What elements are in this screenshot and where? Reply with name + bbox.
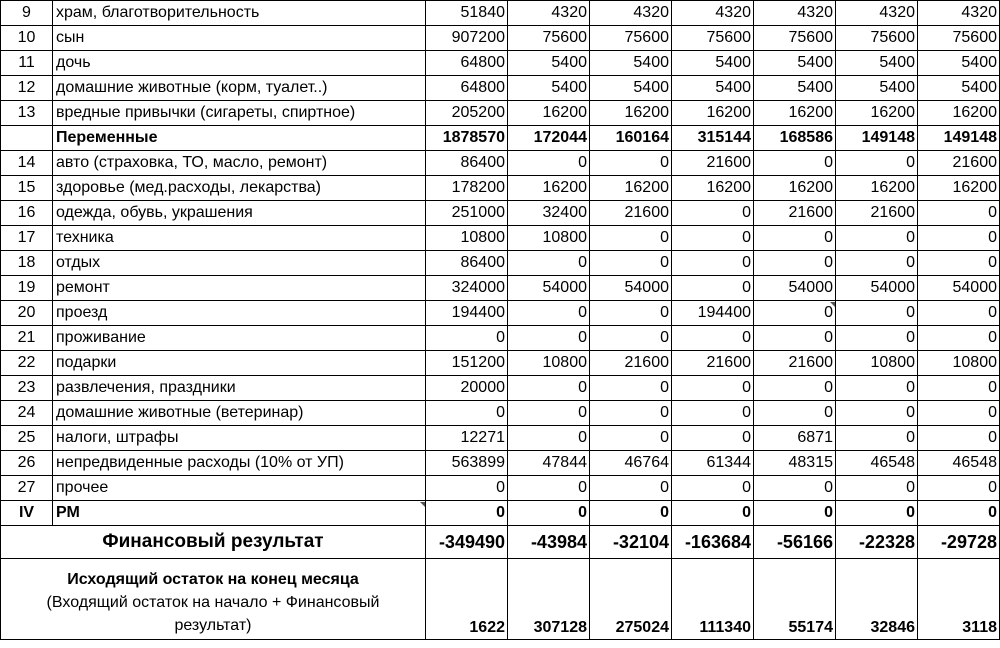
month-value-cell[interactable]: 5400 bbox=[672, 76, 754, 101]
row-number-cell[interactable]: 20 bbox=[1, 301, 53, 326]
category-name-cell[interactable]: сын bbox=[53, 26, 426, 51]
closing-balance-value[interactable]: 32846 bbox=[836, 559, 918, 640]
total-value-cell[interactable]: 251000 bbox=[426, 201, 508, 226]
table-row bbox=[1, 151, 1000, 176]
total-value-cell[interactable]: 51840 bbox=[426, 1, 508, 26]
table-row bbox=[1, 401, 1000, 426]
month-value-cell[interactable]: 0 bbox=[836, 476, 918, 501]
month-value-cell[interactable]: 5400 bbox=[508, 76, 590, 101]
financial-result-value[interactable]: -163684 bbox=[672, 526, 754, 559]
month-value-cell[interactable]: 46548 bbox=[918, 451, 1000, 476]
month-value-cell[interactable]: 0 bbox=[672, 401, 754, 426]
table-row bbox=[1, 451, 1000, 476]
month-value-cell[interactable]: 160164 bbox=[590, 126, 672, 151]
financial-result-value[interactable]: -43984 bbox=[508, 526, 590, 559]
category-name-cell[interactable]: домашние животные (корм, туалет..) bbox=[53, 76, 426, 101]
month-value-cell[interactable]: 21600 bbox=[590, 201, 672, 226]
closing-balance-value[interactable]: 307128 bbox=[508, 559, 590, 640]
month-value-cell[interactable]: 0 bbox=[918, 501, 1000, 526]
closing-balance-value[interactable]: 111340 bbox=[672, 559, 754, 640]
total-value-cell[interactable]: 1878570 bbox=[426, 126, 508, 151]
month-value-cell[interactable]: 172044 bbox=[508, 126, 590, 151]
category-name-cell[interactable]: РМ bbox=[53, 501, 426, 526]
month-value-cell[interactable]: 47844 bbox=[508, 451, 590, 476]
month-value-cell[interactable]: 0 bbox=[836, 251, 918, 276]
month-value-cell[interactable]: 21600 bbox=[672, 151, 754, 176]
month-value-cell[interactable]: 0 bbox=[508, 251, 590, 276]
month-value-cell[interactable]: 0 bbox=[918, 201, 1000, 226]
month-value-cell[interactable]: 16200 bbox=[672, 101, 754, 126]
category-name-cell[interactable]: ремонт bbox=[53, 276, 426, 301]
month-value-cell[interactable]: 75600 bbox=[508, 26, 590, 51]
row-number-cell[interactable]: 14 bbox=[1, 151, 53, 176]
table-row bbox=[1, 51, 1000, 76]
month-value-cell[interactable]: 0 bbox=[836, 426, 918, 451]
month-value-cell[interactable]: 5400 bbox=[754, 76, 836, 101]
financial-result-value[interactable]: -349490 bbox=[426, 526, 508, 559]
month-value-cell[interactable]: 21600 bbox=[754, 201, 836, 226]
month-value-cell[interactable]: 0 bbox=[590, 251, 672, 276]
month-value-cell[interactable]: 4320 bbox=[508, 1, 590, 26]
month-value-cell[interactable]: 0 bbox=[754, 476, 836, 501]
row-number-cell[interactable]: 26 bbox=[1, 451, 53, 476]
month-value-cell[interactable]: 0 bbox=[672, 426, 754, 451]
closing-balance-label[interactable] bbox=[1, 559, 426, 640]
total-value-cell[interactable]: 151200 bbox=[426, 351, 508, 376]
financial-result-value[interactable]: -29728 bbox=[918, 526, 1000, 559]
month-value-cell[interactable]: 194400 bbox=[672, 301, 754, 326]
row-number-cell[interactable]: 19 bbox=[1, 276, 53, 301]
total-value-cell[interactable]: 64800 bbox=[426, 51, 508, 76]
financial-result-value[interactable]: -32104 bbox=[590, 526, 672, 559]
month-value-cell[interactable]: 0 bbox=[590, 476, 672, 501]
month-value-cell[interactable]: 0 bbox=[918, 401, 1000, 426]
month-value-cell[interactable]: 5400 bbox=[590, 76, 672, 101]
comment-indicator-icon bbox=[420, 502, 425, 507]
table-row bbox=[1, 376, 1000, 401]
month-value-cell[interactable]: 0 bbox=[836, 376, 918, 401]
row-number-cell[interactable]: 25 bbox=[1, 426, 53, 451]
month-value-cell[interactable]: 0 bbox=[590, 501, 672, 526]
month-value-cell[interactable]: 0 bbox=[672, 201, 754, 226]
month-value-cell[interactable]: 21600 bbox=[590, 351, 672, 376]
category-name-cell[interactable]: проезд bbox=[53, 301, 426, 326]
category-name-cell[interactable]: храм, благотворительность bbox=[53, 1, 426, 26]
month-value-cell[interactable]: 0 bbox=[672, 276, 754, 301]
month-value-cell[interactable]: 5400 bbox=[672, 51, 754, 76]
category-name-cell[interactable]: здоровье (мед.расходы, лекарства) bbox=[53, 176, 426, 201]
row-number-cell[interactable]: 16 bbox=[1, 201, 53, 226]
month-value-cell[interactable]: 10800 bbox=[918, 351, 1000, 376]
row-number-cell[interactable]: IV bbox=[1, 501, 53, 526]
table-row bbox=[1, 276, 1000, 301]
month-value-cell[interactable]: 5400 bbox=[754, 51, 836, 76]
month-value-cell[interactable]: 5400 bbox=[918, 76, 1000, 101]
month-value-cell[interactable]: 0 bbox=[508, 426, 590, 451]
total-value-cell[interactable]: 86400 bbox=[426, 151, 508, 176]
month-value-cell[interactable]: 0 bbox=[672, 251, 754, 276]
month-value-cell[interactable]: 21600 bbox=[836, 201, 918, 226]
financial-result-row bbox=[1, 526, 1000, 559]
comment-indicator-icon bbox=[830, 302, 835, 307]
month-value-cell[interactable]: 0 bbox=[508, 301, 590, 326]
total-value-cell[interactable]: 0 bbox=[426, 401, 508, 426]
row-number-cell[interactable]: 22 bbox=[1, 351, 53, 376]
category-name-cell[interactable]: подарки bbox=[53, 351, 426, 376]
row-number-cell[interactable]: 13 bbox=[1, 101, 53, 126]
month-value-cell[interactable]: 10800 bbox=[836, 351, 918, 376]
month-value-cell[interactable]: 32400 bbox=[508, 201, 590, 226]
total-value-cell[interactable]: 194400 bbox=[426, 301, 508, 326]
total-value-cell[interactable]: 12271 bbox=[426, 426, 508, 451]
month-value-cell[interactable]: 0 bbox=[918, 426, 1000, 451]
closing-balance-value[interactable]: 3118 bbox=[918, 559, 1000, 640]
month-value-cell[interactable]: 10800 bbox=[508, 351, 590, 376]
month-value-cell[interactable]: 54000 bbox=[754, 276, 836, 301]
month-value-cell[interactable]: 0 bbox=[508, 401, 590, 426]
category-name-cell[interactable]: дочь bbox=[53, 51, 426, 76]
month-value-cell[interactable]: 0 bbox=[590, 151, 672, 176]
month-value-cell[interactable]: 315144 bbox=[672, 126, 754, 151]
month-value-cell[interactable]: 0 bbox=[590, 226, 672, 251]
month-value-cell[interactable]: 0 bbox=[508, 376, 590, 401]
month-value-cell[interactable]: 0 bbox=[508, 501, 590, 526]
category-name-cell[interactable]: проживание bbox=[53, 326, 426, 351]
row-number-cell[interactable]: 17 bbox=[1, 226, 53, 251]
month-value-cell[interactable]: 0 bbox=[754, 376, 836, 401]
group-row bbox=[1, 126, 1000, 151]
category-name-cell[interactable]: прочее bbox=[53, 476, 426, 501]
table-row bbox=[1, 201, 1000, 226]
month-value-cell[interactable]: 0 bbox=[918, 476, 1000, 501]
category-name-cell[interactable]: вредные привычки (сигареты, спиртное) bbox=[53, 101, 426, 126]
month-value-cell[interactable]: 75600 bbox=[590, 26, 672, 51]
month-value-cell[interactable]: 16200 bbox=[754, 101, 836, 126]
category-name-cell[interactable]: развлечения, праздники bbox=[53, 376, 426, 401]
month-value-cell[interactable]: 16200 bbox=[918, 101, 1000, 126]
total-value-cell[interactable]: 0 bbox=[426, 476, 508, 501]
month-value-cell[interactable]: 4320 bbox=[672, 1, 754, 26]
month-value-cell[interactable]: 75600 bbox=[918, 26, 1000, 51]
row-number-cell[interactable]: 12 bbox=[1, 76, 53, 101]
month-value-cell[interactable]: 21600 bbox=[672, 351, 754, 376]
month-value-cell[interactable]: 0 bbox=[754, 226, 836, 251]
month-value-cell[interactable]: 0 bbox=[918, 376, 1000, 401]
month-value-cell[interactable]: 48315 bbox=[754, 451, 836, 476]
month-value-cell[interactable]: 4320 bbox=[918, 1, 1000, 26]
month-value-cell[interactable]: 5400 bbox=[590, 51, 672, 76]
month-value-cell[interactable]: 0 bbox=[590, 401, 672, 426]
closing-balance-label-line: (Входящий остаток на начало + Финансовый bbox=[46, 594, 380, 611]
total-value-cell[interactable]: 563899 bbox=[426, 451, 508, 476]
month-value-cell[interactable]: 0 bbox=[508, 151, 590, 176]
month-value-cell[interactable]: 0 bbox=[672, 476, 754, 501]
month-value-cell[interactable]: 16200 bbox=[508, 101, 590, 126]
month-value-cell[interactable]: 75600 bbox=[836, 26, 918, 51]
month-value-cell[interactable]: 149148 bbox=[918, 126, 1000, 151]
row-number-cell[interactable]: 18 bbox=[1, 251, 53, 276]
month-value-cell[interactable]: 0 bbox=[754, 301, 836, 326]
month-value-cell[interactable]: 0 bbox=[836, 301, 918, 326]
row-number-cell[interactable]: 15 bbox=[1, 176, 53, 201]
category-name-cell[interactable]: Переменные bbox=[53, 126, 426, 151]
month-value-cell[interactable]: 0 bbox=[836, 151, 918, 176]
table-row bbox=[1, 301, 1000, 326]
total-value-cell[interactable]: 0 bbox=[426, 326, 508, 351]
row-number-cell[interactable] bbox=[1, 126, 53, 151]
month-value-cell[interactable]: 4320 bbox=[836, 1, 918, 26]
month-value-cell[interactable]: 4320 bbox=[590, 1, 672, 26]
month-value-cell[interactable]: 54000 bbox=[918, 276, 1000, 301]
month-value-cell[interactable]: 16200 bbox=[590, 101, 672, 126]
financial-result-value[interactable]: -22328 bbox=[836, 526, 918, 559]
category-name-cell[interactable]: авто (страховка, ТО, масло, ремонт) bbox=[53, 151, 426, 176]
table-row bbox=[1, 351, 1000, 376]
month-value-cell[interactable]: 0 bbox=[836, 326, 918, 351]
month-value-cell[interactable]: 0 bbox=[918, 301, 1000, 326]
month-value-cell[interactable]: 46764 bbox=[590, 451, 672, 476]
category-name-cell[interactable]: непредвиденные расходы (10% от УП) bbox=[53, 451, 426, 476]
total-value-cell[interactable]: 20000 bbox=[426, 376, 508, 401]
total-value-cell[interactable]: 178200 bbox=[426, 176, 508, 201]
table-row bbox=[1, 476, 1000, 501]
total-value-cell[interactable]: 205200 bbox=[426, 101, 508, 126]
row-number-cell[interactable]: 11 bbox=[1, 51, 53, 76]
month-value-cell[interactable]: 21600 bbox=[918, 151, 1000, 176]
row-number-cell[interactable]: 9 bbox=[1, 1, 53, 26]
month-value-cell[interactable]: 168586 bbox=[754, 126, 836, 151]
month-value-cell[interactable]: 54000 bbox=[836, 276, 918, 301]
month-value-cell[interactable]: 75600 bbox=[672, 26, 754, 51]
month-value-cell[interactable]: 54000 bbox=[590, 276, 672, 301]
closing-balance-label-line: результат) bbox=[174, 617, 252, 634]
row-number-cell[interactable]: 27 bbox=[1, 476, 53, 501]
month-value-cell[interactable]: 0 bbox=[918, 226, 1000, 251]
table-row bbox=[1, 176, 1000, 201]
month-value-cell[interactable]: 149148 bbox=[836, 126, 918, 151]
category-name-cell[interactable]: отдых bbox=[53, 251, 426, 276]
month-value-cell[interactable]: 21600 bbox=[754, 351, 836, 376]
month-value-cell[interactable]: 16200 bbox=[508, 176, 590, 201]
month-value-cell[interactable]: 0 bbox=[590, 301, 672, 326]
month-value-cell[interactable]: 5400 bbox=[508, 51, 590, 76]
month-value-cell[interactable]: 10800 bbox=[508, 226, 590, 251]
month-value-cell[interactable]: 16200 bbox=[918, 176, 1000, 201]
month-value-cell[interactable]: 5400 bbox=[918, 51, 1000, 76]
month-value-cell[interactable]: 46548 bbox=[836, 451, 918, 476]
table-row bbox=[1, 226, 1000, 251]
month-value-cell[interactable]: 6871 bbox=[754, 426, 836, 451]
table-row bbox=[1, 76, 1000, 101]
month-value-cell[interactable]: 0 bbox=[918, 326, 1000, 351]
group-row bbox=[1, 501, 1000, 526]
month-value-cell[interactable]: 0 bbox=[672, 501, 754, 526]
table-row bbox=[1, 426, 1000, 451]
row-number-cell[interactable]: 23 bbox=[1, 376, 53, 401]
financial-result-value[interactable]: -56166 bbox=[754, 526, 836, 559]
month-value-cell[interactable]: 0 bbox=[754, 251, 836, 276]
month-value-cell[interactable]: 0 bbox=[754, 151, 836, 176]
category-name-cell[interactable]: одежда, обувь, украшения bbox=[53, 201, 426, 226]
month-value-cell[interactable]: 0 bbox=[836, 501, 918, 526]
closing-balance-value[interactable]: 55174 bbox=[754, 559, 836, 640]
total-value-cell[interactable]: 10800 bbox=[426, 226, 508, 251]
month-value-cell[interactable]: 0 bbox=[754, 326, 836, 351]
table-row bbox=[1, 26, 1000, 51]
month-value-cell[interactable]: 0 bbox=[754, 401, 836, 426]
month-value-cell[interactable]: 0 bbox=[508, 326, 590, 351]
month-value-cell[interactable]: 0 bbox=[590, 326, 672, 351]
month-value-cell[interactable]: 5400 bbox=[836, 51, 918, 76]
month-value-cell[interactable]: 0 bbox=[590, 426, 672, 451]
total-value-cell[interactable]: 324000 bbox=[426, 276, 508, 301]
month-value-cell[interactable]: 5400 bbox=[836, 76, 918, 101]
financial-result-label[interactable]: Финансовый результат bbox=[1, 526, 426, 559]
row-number-cell[interactable]: 24 bbox=[1, 401, 53, 426]
table-row bbox=[1, 101, 1000, 126]
month-value-cell[interactable]: 16200 bbox=[590, 176, 672, 201]
month-value-cell[interactable]: 75600 bbox=[754, 26, 836, 51]
table-row bbox=[1, 326, 1000, 351]
month-value-cell[interactable]: 0 bbox=[918, 251, 1000, 276]
total-value-cell[interactable]: 907200 bbox=[426, 26, 508, 51]
closing-balance-value[interactable]: 1622 bbox=[426, 559, 508, 640]
row-number-cell[interactable]: 21 bbox=[1, 326, 53, 351]
closing-balance-label-line: Исходящий остаток на конец месяца bbox=[67, 571, 359, 588]
month-value-cell[interactable]: 0 bbox=[590, 376, 672, 401]
month-value-cell[interactable]: 0 bbox=[672, 226, 754, 251]
closing-balance-value[interactable]: 275024 bbox=[590, 559, 672, 640]
month-value-cell[interactable]: 0 bbox=[508, 476, 590, 501]
table-row bbox=[1, 1, 1000, 26]
month-value-cell[interactable]: 0 bbox=[754, 501, 836, 526]
total-value-cell[interactable]: 0 bbox=[426, 501, 508, 526]
month-value-cell[interactable]: 0 bbox=[836, 401, 918, 426]
month-value-cell[interactable]: 16200 bbox=[754, 176, 836, 201]
month-value-cell[interactable]: 61344 bbox=[672, 451, 754, 476]
closing-balance-row bbox=[1, 559, 1000, 640]
category-name-cell[interactable]: налоги, штрафы bbox=[53, 426, 426, 451]
month-value-cell[interactable]: 54000 bbox=[508, 276, 590, 301]
category-name-cell[interactable]: домашние животные (ветеринар) bbox=[53, 401, 426, 426]
month-value-cell[interactable]: 16200 bbox=[836, 176, 918, 201]
month-value-cell[interactable]: 16200 bbox=[672, 176, 754, 201]
month-value-cell[interactable]: 16200 bbox=[836, 101, 918, 126]
month-value-cell[interactable]: 0 bbox=[836, 226, 918, 251]
total-value-cell[interactable]: 64800 bbox=[426, 76, 508, 101]
month-value-cell[interactable]: 4320 bbox=[754, 1, 836, 26]
row-number-cell[interactable]: 10 bbox=[1, 26, 53, 51]
table-row bbox=[1, 251, 1000, 276]
month-value-cell[interactable]: 0 bbox=[672, 376, 754, 401]
total-value-cell[interactable]: 86400 bbox=[426, 251, 508, 276]
category-name-cell[interactable]: техника bbox=[53, 226, 426, 251]
month-value-cell[interactable]: 0 bbox=[672, 326, 754, 351]
